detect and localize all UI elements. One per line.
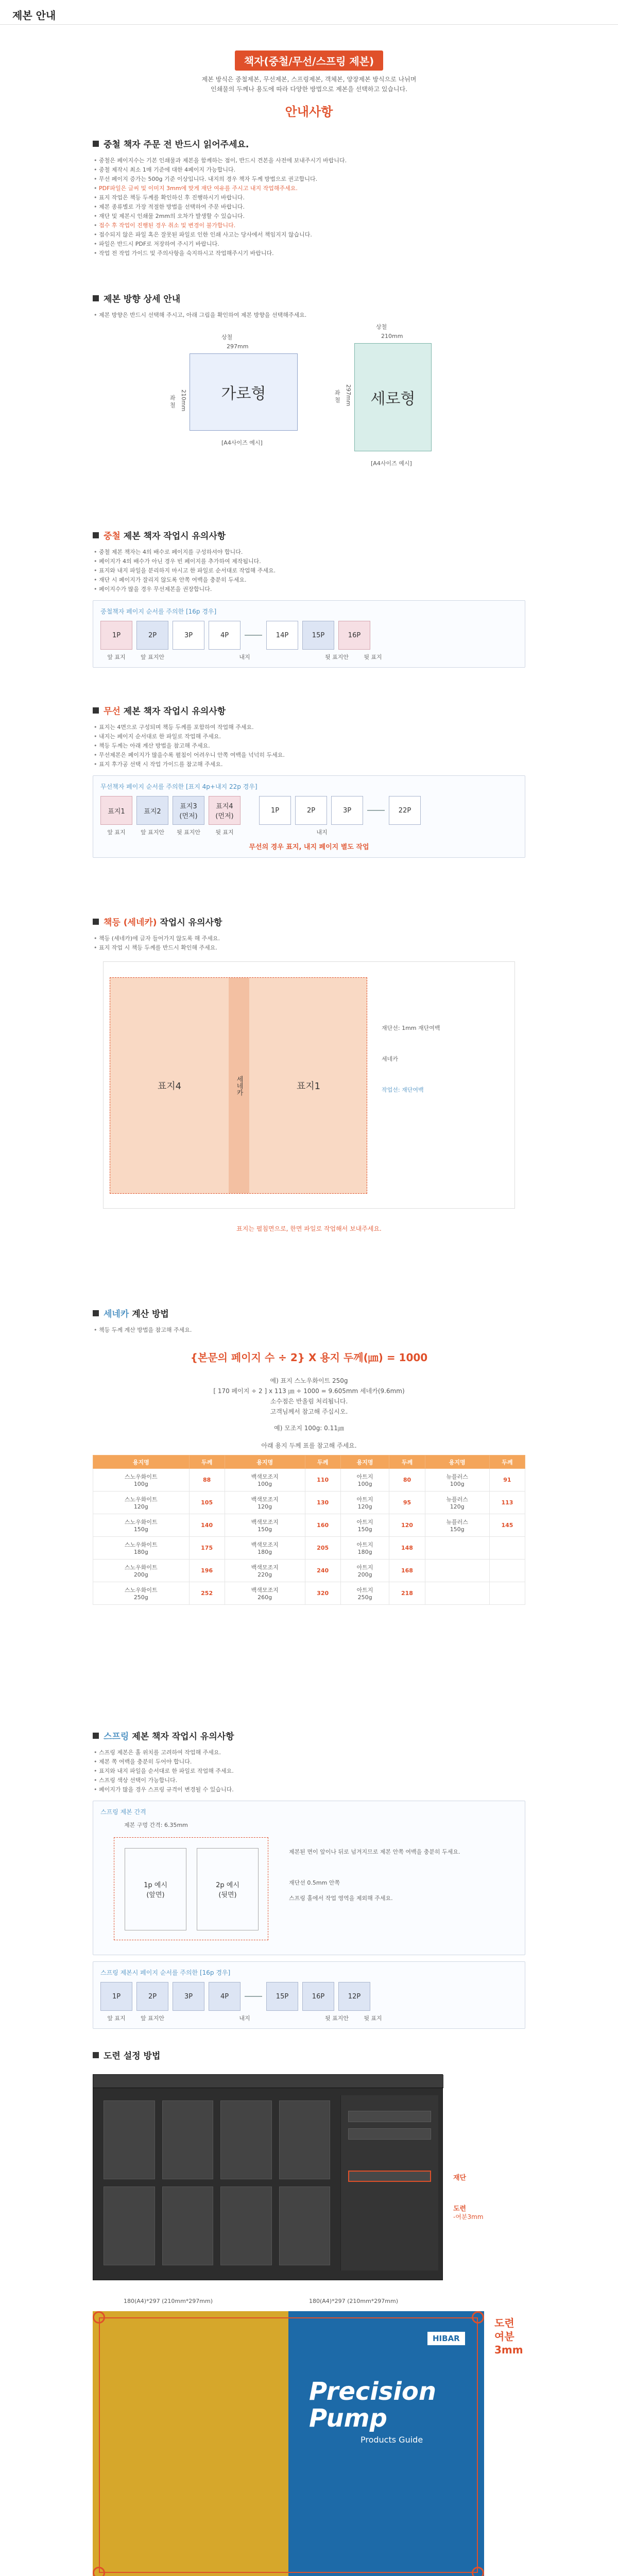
preset-grid <box>104 2100 330 2265</box>
page-label: 뒷 표지안 <box>176 829 200 836</box>
calc-note: • 책등 두께 계산 방법을 참고해 주세요. <box>94 1326 525 1335</box>
calc-example: 고객님께서 참고해 주십시오. <box>270 1408 348 1415</box>
section-spine <box>93 915 525 1286</box>
section-marker-icon <box>93 707 99 714</box>
page-label: 앞 표지안 <box>140 654 164 660</box>
perfect-item: • 무선제본은 페이지가 많을수록 펼침이 어려우니 안쪽 여백을 넉넉히 두세요. <box>94 751 525 760</box>
page-label: 내지 <box>316 829 328 836</box>
page-label: 뒷 표지 <box>215 829 234 836</box>
page-tile: 16P <box>302 1982 334 2011</box>
paper-name-cell: 아트지 250g <box>340 1582 389 1605</box>
section-title: 제본 책자 작업시 유의사항 <box>120 531 226 541</box>
page-tile: 표지1 <box>100 796 132 825</box>
paper-name-cell: 백색모조지 150g <box>225 1514 305 1537</box>
spread-left: 1p 예시 (앞면) <box>125 1848 186 1930</box>
side-binding-label: 좌철 <box>170 395 176 409</box>
preset-thumb[interactable] <box>162 2100 214 2179</box>
saddle-item: • 페이지수가 많을 경우 무선제본을 권장합니다. <box>94 585 525 594</box>
page-tile: 2P <box>295 796 327 825</box>
spread-right: 2p 예시 (뒷면) <box>197 1848 259 1930</box>
spine-foot: 표지는 펼침면으로, 한면 파일로 작업해서 보내주세요. <box>236 1225 382 1232</box>
paper-name-cell: 아트지 120g <box>340 1492 389 1514</box>
perfect-item: • 표지는 4면으로 구성되며 책등 두께를 포함하여 작업해 주세요. <box>94 723 525 732</box>
calc-example: 예) 모조지 100g: 0.11㎛ <box>274 1425 344 1432</box>
notice-item: • 제본 종류별로 가장 적절한 방법을 선택하여 주문 바랍니다. <box>94 202 525 212</box>
bleed-callout-sub: -여분3mm <box>453 2213 484 2221</box>
trim-line <box>99 2317 478 2573</box>
section-binding-direction <box>93 292 525 523</box>
page-label: 뒷 표지 <box>364 2015 382 2022</box>
paper-name-cell: 뉴플러스 100g <box>425 1469 489 1492</box>
perfect-page-order <box>93 775 525 858</box>
size-caption: [A4사이즈 예시] <box>371 460 412 467</box>
paper-name-cell: 스노우화이트 200g <box>93 1560 190 1582</box>
brand-logo: HIBAR <box>427 2332 465 2345</box>
page-title: 제본 안내 <box>12 9 56 22</box>
section-marker-icon <box>93 141 99 147</box>
spring-side-note: 제본된 면이 앞이나 뒤로 넘겨지므로 제본 안쪽 여백을 충분히 두세요. <box>289 1849 460 1855</box>
spring-item: • 스프링 색상 선택이 가능합니다. <box>94 1776 525 1785</box>
thickness-cell: 120 <box>389 1514 425 1537</box>
perfect-item: • 표지 후가공 선택 시 작업 가이드를 참고해 주세요. <box>94 760 525 769</box>
intro-heading: 안내사항 <box>285 105 333 119</box>
paper-name-cell: 백색모조지 100g <box>225 1469 305 1492</box>
section-marker-icon <box>93 1733 99 1739</box>
preset-thumb[interactable] <box>220 2187 272 2265</box>
thickness-cell: 88 <box>189 1469 225 1492</box>
table-header: 두께 <box>189 1455 225 1469</box>
table-note: 아래 용지 두께 표를 참고해 주세요. <box>261 1442 357 1449</box>
section-marker-icon <box>93 295 99 301</box>
section-marker-icon <box>93 919 99 925</box>
preset-thumb[interactable] <box>162 2187 214 2265</box>
spring-side-note: 스프링 홀에서 작업 영역을 제외해 주세요. <box>289 1895 393 1902</box>
preset-thumb[interactable] <box>104 2187 155 2265</box>
section-spring <box>93 1729 525 2029</box>
thickness-cell: 196 <box>189 1560 225 1582</box>
landscape-name: 가로형 <box>221 385 266 403</box>
paper-name-cell: 백색모조지 260g <box>225 1582 305 1605</box>
height-label: 297mm <box>345 384 352 406</box>
table-row <box>93 1514 525 1537</box>
page-label: 내지 <box>239 654 250 660</box>
spring-page-order <box>93 1961 525 2029</box>
paper-name-cell: 뉴플러스 120g <box>425 1492 489 1514</box>
top-binding-label: 상철 <box>221 334 233 341</box>
preset-thumb[interactable] <box>104 2100 155 2179</box>
spine-diagram <box>103 961 515 1209</box>
table-header: 두께 <box>305 1455 340 1469</box>
page-label: 뒷 표지안 <box>324 2015 349 2022</box>
section-title: 제본 책자 작업시 유의사항 <box>129 1732 234 1742</box>
thickness-cell <box>489 1560 525 1582</box>
page-tile: 2P <box>136 1982 168 2011</box>
thickness-cell: 110 <box>305 1469 340 1492</box>
width-label: 297mm <box>227 343 249 350</box>
section-title-highlight: 스프링 <box>104 1732 129 1742</box>
page-tile: 12P <box>338 1982 370 2011</box>
paper-name-cell: 스노우화이트 120g <box>93 1492 190 1514</box>
section-title-highlight: 무선 <box>104 706 121 717</box>
app-toolbar <box>93 2075 443 2088</box>
thickness-cell: 168 <box>389 1560 425 1582</box>
section-title: 작업시 유의사항 <box>157 918 222 928</box>
paper-name-cell: 아트지 200g <box>340 1560 389 1582</box>
guide-sheet <box>93 44 525 2576</box>
paper-name-cell: 스노우화이트 150g <box>93 1514 190 1537</box>
saddle-item: • 중철 제본 책자는 4의 배수로 페이지를 구성하셔야 합니다. <box>94 548 525 557</box>
table-header: 용지명 <box>93 1455 190 1469</box>
bleed-label: 도련 여분 3mm <box>494 2317 523 2356</box>
thickness-cell: 105 <box>189 1492 225 1514</box>
work-line-label: 작업선: 재단여백 <box>382 1087 424 1093</box>
cover-spread <box>110 977 367 1194</box>
page-label: 뒷 표지 <box>364 654 382 660</box>
page-tile: 1P <box>100 621 132 650</box>
page-order-caption: 무선책자 페이지 순서를 주의한 [표지 4p+내지 22p 경우] <box>100 783 258 790</box>
section-title: 도련 설정 방법 <box>104 2051 161 2061</box>
paper-name-cell: 스노우화이트 180g <box>93 1537 190 1560</box>
page-label: 앞 표지안 <box>140 829 164 836</box>
table-row <box>93 1469 525 1492</box>
width-label: 210mm <box>381 333 403 340</box>
notice-item: • 작업 전 작업 가이드 및 주의사항을 숙지하시고 작업해주시기 바랍니다. <box>94 249 525 258</box>
section-marker-icon <box>93 532 99 538</box>
thickness-cell: 140 <box>189 1514 225 1537</box>
perfect-item: • 내지는 페이지 순서대로 한 파일로 작업해 주세요. <box>94 732 525 741</box>
section-title-highlight: 책등 (세네카) <box>104 918 157 928</box>
section-bleed <box>93 2048 525 2576</box>
page-tile: 1P <box>100 1982 132 2011</box>
page-label: 내지 <box>239 2015 250 2022</box>
thickness-cell <box>489 1537 525 1560</box>
calc-example: 소수점은 반올림 처리됩니다. <box>270 1398 348 1405</box>
page-tile: 16P <box>338 621 370 650</box>
paper-name-cell <box>425 1582 489 1605</box>
page-order-caption: 스프링 제본시 페이지 순서를 주의한 [16p 경우] <box>100 1969 231 1976</box>
thickness-cell: 252 <box>189 1582 225 1605</box>
spring-spread <box>114 1837 268 1940</box>
section-title-highlight: 중철 <box>104 531 121 541</box>
paper-name-cell: 백색모조지 220g <box>225 1560 305 1582</box>
ellipsis-line <box>367 810 385 811</box>
page-order-caption: 중철책자 페이지 순서를 주의한 [16p 경우] <box>100 608 217 615</box>
page-tile: 4P <box>209 1982 241 2011</box>
spring-item: • 표지와 내지 파일을 순서대로 한 파일로 작업해 주세요. <box>94 1767 525 1776</box>
notice-item: • 무선 페이지 증가는 500g 기준 이상입니다. 내지의 경우 책자 두께 방법으로 권고합니다. <box>94 175 525 184</box>
thickness-cell <box>489 1582 525 1605</box>
landscape-page <box>190 353 298 431</box>
page-tile: 3P <box>331 796 363 825</box>
calc-example: 예) 표지 스노우화이트 250g <box>270 1377 348 1384</box>
notice-item: • 접수 후 작업이 진행된 경우 취소 및 변경이 불가합니다. <box>94 221 525 230</box>
table-row <box>93 1492 525 1514</box>
thickness-cell: 320 <box>305 1582 340 1605</box>
bleed-field[interactable] <box>348 2171 431 2182</box>
notice-item: • 파일은 반드시 PDF로 저장하여 주시기 바랍니다. <box>94 240 525 249</box>
spine-label: 세네카 <box>382 1056 398 1062</box>
spring-item: • 스프링 제본은 홀 위치를 고려하여 작업해 주세요. <box>94 1748 525 1757</box>
direction-note: • 제본 방향은 반드시 선택해 주시고, 아래 그림을 확인하여 제본 방향을 선택해주세요. <box>94 311 525 320</box>
saddle-item: • 표지와 내지 파일을 분리하지 마시고 한 파일로 순서대로 작업해 주세요. <box>94 566 525 575</box>
table-header: 용지명 <box>425 1455 489 1469</box>
height-label: 210mm <box>180 389 187 412</box>
paper-name-cell: 백색모조지 180g <box>225 1537 305 1560</box>
page-label: 앞 표지 <box>107 2015 126 2022</box>
spine-formula: {본문의 페이지 수 ÷ 2} X 용지 두께(㎛) = 1000 <box>190 1351 428 1364</box>
calc-example: [ 170 페이지 ÷ 2 ] x 113 ㎛ ÷ 1000 = 9.605mm 세네카(9.6mm) <box>213 1387 405 1395</box>
saddle-page-order <box>93 600 525 668</box>
spring-side-note: 재단선 0.5mm 안쪽 <box>289 1879 340 1886</box>
page-label: 앞 표지안 <box>140 2015 164 2022</box>
page-tile: 4P <box>209 621 241 650</box>
table-header: 두께 <box>489 1455 525 1469</box>
section-title-highlight: 세네카 <box>104 1309 129 1319</box>
cover-title: Precision Pump <box>309 2377 437 2433</box>
portrait-name: 세로형 <box>370 390 416 408</box>
size-caption: [A4사이즈 예시] <box>221 439 263 446</box>
table-row <box>93 1560 525 1582</box>
thickness-cell: 148 <box>389 1537 425 1560</box>
section-marker-icon <box>93 2052 99 2058</box>
thickness-cell: 218 <box>389 1582 425 1605</box>
paper-name-cell <box>425 1560 489 1582</box>
table-header: 용지명 <box>340 1455 389 1469</box>
page-tile: 1P <box>259 796 291 825</box>
thickness-cell: 160 <box>305 1514 340 1537</box>
page-tile: 22P <box>389 796 421 825</box>
page-label: 뒷 표지안 <box>324 654 349 660</box>
thickness-cell: 95 <box>389 1492 425 1514</box>
spine-strip: 세네카 <box>229 978 249 1193</box>
perfect-note: 무선의 경우 표지, 내지 페이지 별도 작업 <box>249 843 369 851</box>
thickness-cell: 175 <box>189 1537 225 1560</box>
top-bar <box>0 0 618 25</box>
table-row <box>93 1582 525 1605</box>
thickness-cell: 80 <box>389 1469 425 1492</box>
paper-name-cell: 백색모조지 120g <box>225 1492 305 1514</box>
perfect-item: • 책등 두께는 아래 계산 방법을 참고해 주세요. <box>94 741 525 751</box>
page-label: 앞 표지 <box>107 829 126 836</box>
corner-marker-icon <box>472 2567 484 2576</box>
spring-gap-box <box>93 1801 525 1955</box>
section-title: 중철 책자 주문 전 반드시 읽어주세요. <box>104 140 249 150</box>
notice-item: • 접수되지 않은 파일 혹은 잘못된 파일로 인한 인쇄 사고는 당사에서 책임지지 않습니다. <box>94 230 525 240</box>
notice-item: • PDF파일은 글씨 및 이미지 3mm에 맞게 재단 여유를 주시고 내지 작업해주세요. <box>94 184 525 193</box>
cover-subtitle: Products Guide <box>360 2435 423 2445</box>
thickness-cell: 205 <box>305 1537 340 1560</box>
page-tile: 표지2 <box>136 796 168 825</box>
ellipsis-line <box>245 635 262 636</box>
paper-name-cell: 스노우화이트 250g <box>93 1582 190 1605</box>
notice-item: • 재단 및 제본시 인쇄물 2mm의 오차가 발생할 수 있습니다. <box>94 212 525 221</box>
front-cover: 표지1 <box>296 1081 321 1092</box>
thickness-cell: 240 <box>305 1560 340 1582</box>
saddle-item: • 재단 시 페이지가 잘리지 않도록 안쪽 여백을 충분히 두세요. <box>94 575 525 585</box>
section-marker-icon <box>93 1310 99 1316</box>
section-spine-calc <box>93 1307 525 1605</box>
notice-item: • 중철 제작시 최소 1매 기준에 대한 4페이지 가능합니다. <box>94 165 525 175</box>
spring-hole-tag: 제본 구멍 간격: 6.35mm <box>124 1822 188 1828</box>
back-size-label: 180(A4)*297 (210mm*297mm) <box>124 2298 213 2304</box>
paper-name-cell: 아트지 100g <box>340 1469 389 1492</box>
ellipsis-line <box>245 1996 262 1997</box>
portrait-page <box>354 343 432 451</box>
top-binding-label: 상철 <box>376 324 387 330</box>
page-tile: 15P <box>266 1982 298 2011</box>
section-title: 제본 책자 작업시 유의사항 <box>120 706 226 717</box>
table-row <box>93 1537 525 1560</box>
spring-item: • 페이지가 많을 경우 스프링 규격이 변경될 수 있습니다. <box>94 1785 525 1794</box>
thickness-cell: 130 <box>305 1492 340 1514</box>
page-tile: 표지3 (먼저) <box>173 796 204 825</box>
page-tile: 3P <box>173 621 204 650</box>
section-notice <box>93 137 525 258</box>
page-tile: 2P <box>136 621 168 650</box>
paper-name-cell: 뉴플러스 150g <box>425 1514 489 1537</box>
paper-name-cell <box>425 1537 489 1560</box>
intro <box>93 44 525 120</box>
page-tile: 3P <box>173 1982 204 2011</box>
side-binding-label: 좌철 <box>335 389 340 403</box>
page-label: 앞 표지 <box>107 654 126 660</box>
trim-callout: 재단 <box>453 2174 467 2182</box>
table-header: 두께 <box>389 1455 425 1469</box>
section-title: 제본 방향 상세 안내 <box>104 294 181 304</box>
spine-item: • 책등 (세네카)에 글자 들어가지 않도록 해 주세요. <box>94 934 525 943</box>
saddle-item: • 페이지가 4의 배수가 아닌 경우 빈 페이지를 추가하여 제작됩니다. <box>94 557 525 566</box>
intro-banner: 책자(중철/무선/스프링 제본) <box>235 50 383 71</box>
landscape-diagram <box>170 333 304 487</box>
preset-thumb[interactable] <box>279 2100 331 2179</box>
page-tile: 표지4 (먼저) <box>209 796 241 825</box>
portrait-diagram <box>335 323 469 493</box>
preset-details-panel <box>340 2095 438 2270</box>
paper-name-cell: 스노우화이트 100g <box>93 1469 190 1492</box>
front-size-label: 180(A4)*297 (210mm*297mm) <box>309 2298 399 2304</box>
preset-thumb[interactable] <box>220 2100 272 2179</box>
thickness-cell: 91 <box>489 1469 525 1492</box>
section-saddle-stitch <box>93 529 525 668</box>
bleed-callout: 도련 <box>453 2205 467 2213</box>
corner-marker-icon <box>93 2311 105 2324</box>
height-field[interactable] <box>348 2128 431 2140</box>
preset-thumb[interactable] <box>279 2187 331 2265</box>
paper-name-cell: 아트지 180g <box>340 1537 389 1560</box>
paper-thickness-table <box>93 1455 525 1605</box>
section-title: 계산 방법 <box>129 1309 169 1319</box>
spine-item: • 표지 작업 시 책등 두께를 반드시 확인해 주세요. <box>94 943 525 953</box>
width-field[interactable] <box>348 2111 431 2122</box>
table-header: 용지명 <box>225 1455 305 1469</box>
spring-item: • 제본 쪽 여백을 충분히 두어야 합니다. <box>94 1757 525 1767</box>
page-tile: 15P <box>302 621 334 650</box>
back-cover: 표지4 <box>157 1081 182 1092</box>
thickness-cell: 145 <box>489 1514 525 1537</box>
corner-marker-icon <box>93 2567 105 2576</box>
software-screenshot <box>93 2074 443 2280</box>
notice-item: • 표지 작업은 책등 두께를 확인하신 후 진행하시기 바랍니다. <box>94 193 525 202</box>
intro-line2: 인쇄물의 두께나 용도에 따라 다양한 방법으로 제본을 선택하고 있습니다. <box>210 86 408 93</box>
intro-line1: 제본 방식은 중철제본, 무선제본, 스프링제본, 객체본, 양장제본 방식으로 나뉘며 <box>201 76 417 83</box>
page-tile: 14P <box>266 621 298 650</box>
notice-item: • 중철은 페이지수는 기본 인쇄물과 제본을 함께하는 점이, 반드시 견본을 사전에 보내주시기 바랍니다. <box>94 156 525 165</box>
thickness-cell: 113 <box>489 1492 525 1514</box>
paper-name-cell: 아트지 150g <box>340 1514 389 1537</box>
section-perfect-binding <box>93 704 525 858</box>
spring-gap-caption: 스프링 제본 간격 <box>100 1808 146 1816</box>
corner-marker-icon <box>472 2311 484 2324</box>
trim-label: 재단선: 1mm 재단여백 <box>382 1025 440 1031</box>
